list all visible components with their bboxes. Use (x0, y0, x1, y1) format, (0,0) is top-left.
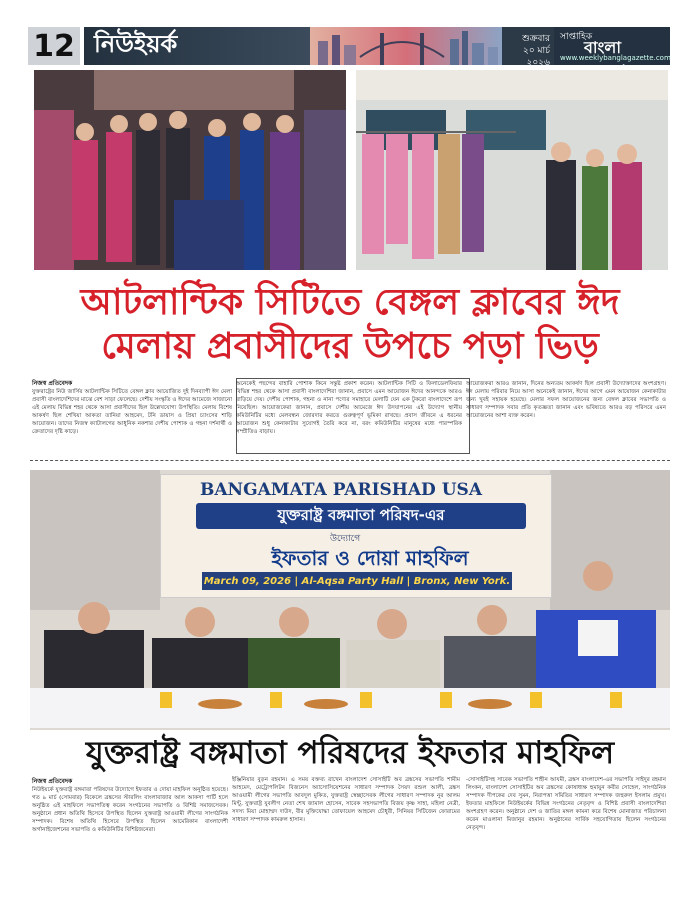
iftar-table (30, 688, 670, 728)
story1-headline-line1: আটলান্টিক সিটিতে বেঙ্গল ক্লাবের ঈদ (80, 282, 620, 323)
brand-website: www.weeklybanglagazette.com (560, 54, 671, 62)
story1-column-1: যুক্তরাষ্ট্রের নিউ জার্সির আটলান্টিক সিটিতে বেঙ্গল ক্লাব আয়োজিত দুই দিনব্যাপী ঈদ মেলা প্রবাসী বাংলাদেশিদের মাঝে বেশ সাড়া ফেলেছে। দেশীয় সংস্কৃতি ও ঈদের আমেজে সাজানো এই মেলায় বিভিন্ন শহর থেকে আসা প্রবাসীদের ছিল উল্লেখযোগ্য উপস্থিতি। মেলায় বিশেষ আকর্ষণ ছিল শেখিয়া আকতা তানিয়া আহমেদ, টনি ডায়াস ও প্রিয়া চ্যাংসের শাড়ি আয়োজন। তাদের নিজস্ব ক্যাটালগের আধুনিক নকশার দেশীয় পোশাক ও গহনা দর্শনার্থী ও ক্রেতাদের দৃষ্টি কাড়ে। (32, 389, 232, 435)
story1-headline-line2: মেলায় প্রবাসীদের উপচে পড়া ভিড় (101, 326, 599, 367)
section-title: নিউইয়র্ক (84, 27, 310, 65)
story1-column-2: অনেকেই পছন্দের বাহারি পোশাক কিনে সন্তুষ্ট প্রকাশ করেন। আটলান্টিক সিটি ও ফিলাডেলফিয়ার বিভিন্ন শহর থেকে আসা প্রবাসী বাংলাদেশিরা জানান, প্রবাসে এমন আয়োজন ঈদের আনন্দকে আরও বাড়িয়ে দেয়। দেশীয় পোশাক, গহনা ও নানা পণ্যের সমাহারে মেলাটি যেন এক টুকরো বাংলাদেশে রূপ নিয়েছিল। আয়োজকেরা জানান, প্রবাসে দেশীয় আমেজে ঈদ উদযাপনের এই উদ্যোগ স্থানীয় কমিউনিটির মধ্যে মেলবন্ধন জোরদার করতে গুরুত্বপূর্ণ ভূমিকা রাখছে। প্রবাস জীবনে এ ধরনের আয়োজন শুধু কেনাকাটার সুযোগই তৈরি করে না, বরং কমিউনিটির মানুষের মধ্যে পারস্পরিক সম্প্রীতিও বাড়ায়। (236, 381, 462, 435)
section-divider (30, 460, 670, 461)
brand-tagline: সাপ্তাহিক (560, 32, 593, 42)
story1-column-3: আয়োজকরা আরও জানান, দিনের অন্যতম আকর্ষণ ছিল প্রবাসী উদ্যোক্তাদের অংশগ্রহণ। ঈদ মেলায় পরিবার নিয়ে আসা অনেকেই জানান, ঈদের আগে এমন আয়োজন কেনাকাটার জন্য খুবই সহায়ক হয়েছে। মেলার সফল আয়োজনের জন্য বেঙ্গল ক্লাবের সভাপতি ও সাধারণ সম্পাদক সবার প্রতি কৃতজ্ঞতা জানান এবং ভবিষ্যতে আরও বড় পরিসরে এমন আয়োজনের আশা ব্যক্ত করেন। (466, 381, 666, 419)
story2-headline: যুক্তরাষ্ট্র বঙ্গমাতা পরিষদের ইফতার মাহফিল (85, 735, 615, 771)
banner-title: ইফতার ও দোয়া মাহফিল (271, 546, 469, 570)
issue-date-block (502, 27, 554, 68)
story2-byline: নিজস্ব প্রতিবেদক (32, 778, 73, 785)
story2-column-2: ইঞ্জিনিয়ার বুড়ন রহমান। এ সময় বক্তব্য রাখেন বাংলাদেশ সোসাইটি অব ব্রঙ্কসের সভাপতি শামীম আহমেদ, মেট্রোপলিটন বিজনেস অ্যাসোসিয়েশনের সাধারণ সম্পাদক সৈয়দ রশুল আলী, ব্রঙ্কস আওয়ামী লীগের সভাপতি আবদুল মুকিত, যুক্তরাষ্ট্র স্বেচ্ছাসেবক লীগের সাধারণ সম্পাদক নুর আলম মিন্টু, যুক্তরাষ্ট্র যুবলীগ নেতা শেখ জামাল হোসেন, সাবেক সহসভাপতি বিজয় কৃষ্ণ সাহা, মহিলা নেত্রী, সদস্য মিয়া মোহাম্মদ দাউদ, বীর মুক্তিযোদ্ধা তোফায়েল আহমেদ চৌধুরী, সিনিয়র সিটিজেন ফোরামের সাধারণ সম্পাদক কামরুল হাসান। (232, 777, 460, 823)
story2-column-3: -সোসাইটিসহ সাবেক সভাপতি শাহীন আযমী, ব্রঙ্কস বাংলাদেশ-এর সভাপতি সাইদুর রহমান লিংকন, বাংলাদেশ সোসাইটির অব ব্রঙ্কসের কোষাধ্যক্ষ হুমায়ুন কবীর সোহেল, সাংগঠনিক সম্পাদক দীপকের দেব সুমন, নিরাপত্তা সমিতির সাধারণ সম্পাদক জহুরুল ইসলাম প্রমুখ। ইফতার মাহফিলে নিউইয়র্কের বিভিন্ন সংগঠনের নেতৃবৃন্দ ও বিশিষ্ট প্রবাসী বাংলাদেশিরা অংশগ্রহণ করেন। অনুষ্ঠানে দেশ ও জাতির মঙ্গল কামনা করে বিশেষ মোনাজাত পরিচালনা করেন মাওলানা মিজানুর রহমান। অনুষ্ঠানের সার্বিক সহযোগিতায় ছিলেন সংগঠনের নেতৃবৃন্দ। (466, 777, 666, 831)
skyline-banner (310, 27, 502, 65)
banner-date-venue: March 09, 2026 | Al-Aqsa Party Hall | Bronx, New York. (202, 572, 512, 590)
eid-fair-shopping-photo (356, 70, 668, 270)
brand-name: বাংলা (584, 38, 621, 57)
banner-org-bangla: যুক্তরাষ্ট্র বঙ্গমাতা পরিষদ-এর (196, 503, 526, 529)
story1-byline: নিজস্ব প্রতিবেদক (32, 380, 73, 387)
banner-org-english: BANGAMATA PARISHAD USA (200, 480, 483, 500)
page-number: 12 (28, 27, 80, 65)
newspaper-brand (554, 27, 670, 65)
story2-column-1: নিউইয়র্কে যুক্তরাষ্ট্র বঙ্গমাতা পরিষদের উদ্যোগে ইফতার ও দোয়া মাহফিল অনুষ্ঠিত হয়েছে। গত ৯ মার্চ (সোমবার) বিকেলে ব্রঙ্কসের স্টারলিং বাংলাবাজার আল আকসা পার্টি হলে অনুষ্ঠিত এই মাহফিলে সভাপতিত্ব করেন সংগঠনের সভাপতি ও বিশিষ্ট সমাজসেবক। অনুষ্ঠানে প্রধান অতিথি হিসেবে উপস্থিত ছিলেন যুক্তরাষ্ট্র আওয়ামী লীগের সাংগঠনিক সম্পাদক। বিশেষ অতিথি হিসেবে উপস্থিত ছিলেন আমেরিকান বাংলাদেশী অর্গানাইজেশনের সভাপতি ও কমিউনিটির বিশিষ্টজনেরা। (32, 787, 228, 833)
issue-date: ২০ মার্চ ২০২৬ (522, 46, 550, 68)
city-skyline-icon (310, 27, 502, 65)
eid-fair-group-photo (34, 70, 346, 270)
issue-day: শুক্রবার (522, 34, 550, 44)
banner-subtitle: উদ্যোগে (330, 534, 361, 544)
